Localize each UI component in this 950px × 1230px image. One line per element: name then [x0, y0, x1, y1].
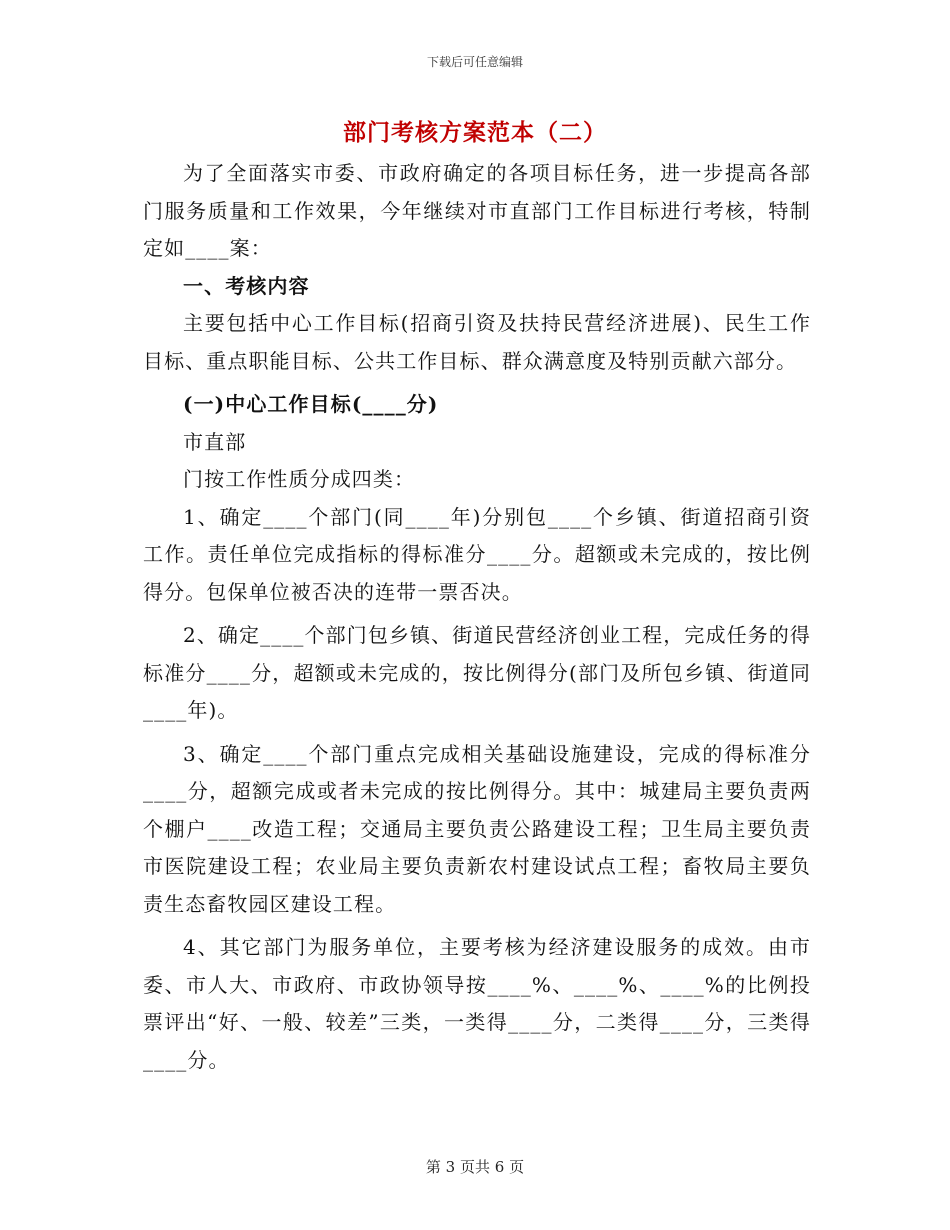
- page-number: 第 3 页共 6 页: [425, 1158, 525, 1176]
- numbered-paragraph: 1、确定____个部门(同____年)分别包____个乡镇、街道招商引资工作。责任单位完成指标的得标准分____分。超额或未完成的，按比例得分。包保单位被否决的连带一票否决。: [143, 504, 811, 604]
- document-title: 部门考核方案范本（二）: [343, 119, 607, 146]
- content-paragraph: 主要包括中心工作目标(招商引资及扶持民营经济进展)、民生工作目标、重点职能目标、公共工作目标、群众满意度及特别贡献六部分。: [143, 311, 811, 373]
- numbered-paragraph: 3、确定____个部门重点完成相关基础设施建设，完成的得标准分____分，超额完成或者未完成的按比例得分。其中：城建局主要负责两个棚户____改造工程；交通局主要负责公路建设工程；卫生局主要负责市医院建设工程；农业局主要负责新农村建设试点工程；畜牧局主要负责生态畜牧园区建设工程。: [143, 741, 811, 916]
- content-paragraph: 门按工作性质分成四类：: [183, 467, 416, 491]
- intro-paragraph: 为了全面落实市委、市政府确定的各项目标任务，进一步提高各部门服务质量和工作效果，今年继续对市直部门工作目标进行考核，特制定如____案：: [143, 161, 811, 260]
- section-heading: 一、考核内容: [183, 273, 310, 298]
- subsection-heading: (一)中心工作目标(____分): [183, 392, 439, 416]
- document-body: [143, 155, 811, 1079]
- header-note: 下载后可任意编辑: [426, 55, 523, 69]
- numbered-paragraph: 2、确定____个部门包乡镇、街道民营经济创业工程，完成任务的得标准分____分，超额或未完成的，按比例得分(部门及所包乡镇、街道同____年)。: [143, 623, 811, 722]
- numbered-paragraph: 4、其它部门为服务单位，主要考核为经济建设服务的成效。由市委、市人大、市政府、市政协领导按____%、____%、____%的比例投票评出“好、一般、较差”三类，一类得____分，二类得____分，三类得____分。: [143, 935, 811, 1072]
- content-paragraph: 市直部: [183, 429, 247, 454]
